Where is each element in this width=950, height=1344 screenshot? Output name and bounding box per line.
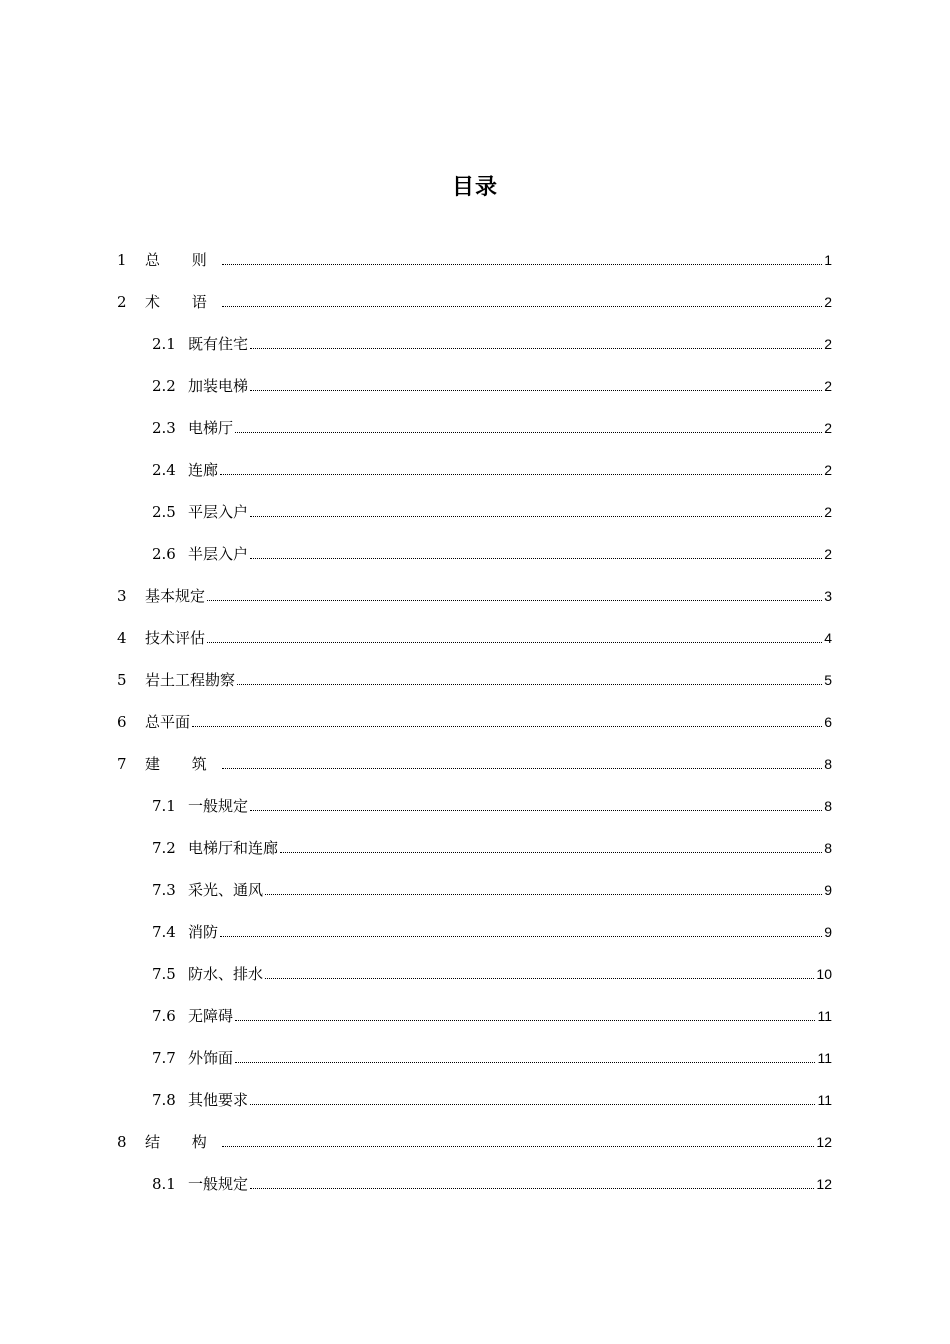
toc-entry-title: 一般规定 (188, 1175, 249, 1193)
toc-entry-title: 建 筑 (145, 755, 221, 773)
toc-entry[interactable] (0, 618, 950, 660)
toc-dot-leader (222, 263, 822, 265)
toc-dot-leader (265, 977, 814, 979)
toc-entry-line (188, 502, 832, 522)
toc-entry[interactable] (0, 324, 950, 366)
toc-page-number: 2 (824, 294, 832, 310)
toc-page-number: 8 (824, 840, 832, 856)
toc-entry-number: 7.8 (152, 1091, 176, 1109)
toc-entry-line (188, 922, 832, 942)
toc-entry-number: 7.7 (152, 1049, 176, 1067)
toc-dot-leader (250, 389, 822, 391)
toc-entry[interactable] (0, 1122, 950, 1164)
toc-entry-title: 一般规定 (188, 797, 249, 815)
toc-page-number: 12 (816, 1176, 832, 1192)
toc-entry[interactable] (0, 954, 950, 996)
toc-entry-title: 连廊 (188, 461, 219, 479)
toc-entry-line (145, 250, 832, 270)
toc-page-number: 1 (824, 252, 832, 268)
toc-entry[interactable] (0, 912, 950, 954)
toc-entry-number: 5 (117, 671, 127, 689)
toc-page-number: 5 (824, 672, 832, 688)
toc-dot-leader (250, 557, 822, 559)
toc-entry-number: 2.4 (152, 461, 176, 479)
toc-entry-title: 消防 (188, 923, 219, 941)
toc-entry-number: 2.6 (152, 545, 176, 563)
toc-entry-number: 7.3 (152, 881, 176, 899)
toc-page-number: 9 (824, 924, 832, 940)
toc-entry-line (188, 1006, 832, 1026)
toc-entry[interactable] (0, 828, 950, 870)
toc-page-number: 2 (824, 546, 832, 562)
toc-entry-line (145, 1132, 832, 1152)
toc-dot-leader (237, 683, 822, 685)
toc-entry-title: 半层入户 (188, 545, 249, 563)
toc-dot-leader (250, 1187, 814, 1189)
toc-entry-title: 外饰面 (188, 1049, 234, 1067)
toc-entry[interactable] (0, 282, 950, 324)
toc-entry-line (188, 964, 832, 984)
toc-dot-leader (235, 1061, 815, 1063)
toc-entry-title: 其他要求 (188, 1091, 249, 1109)
toc-page-number: 11 (817, 1092, 832, 1108)
toc-entry-title: 岩土工程勘察 (145, 671, 236, 689)
toc-entry-title: 基本规定 (145, 587, 206, 605)
toc-entry-title: 平层入户 (188, 503, 249, 521)
toc-entry-line (145, 712, 832, 732)
toc-page-number: 8 (824, 756, 832, 772)
toc-dot-leader (250, 1103, 815, 1105)
toc-entry-number: 6 (117, 713, 127, 731)
toc-page-number: 2 (824, 378, 832, 394)
toc-dot-leader (250, 515, 822, 517)
toc-entry-number: 7.1 (152, 797, 176, 815)
toc-page-number: 11 (817, 1050, 832, 1066)
toc-entry-title: 采光、通风 (188, 881, 264, 899)
page-title: 目录 (451, 175, 498, 200)
toc-entry-title: 结 构 (145, 1133, 221, 1151)
toc-dot-leader (220, 935, 822, 937)
toc-dot-leader (220, 473, 822, 475)
toc-entry[interactable] (0, 534, 950, 576)
toc-page-number: 11 (817, 1008, 832, 1024)
toc-entry-line (188, 796, 832, 816)
toc-entry-number: 7.2 (152, 839, 176, 857)
toc-entry-line (188, 1090, 832, 1110)
toc-entry-number: 7.5 (152, 965, 176, 983)
toc-page-number: 10 (816, 966, 832, 982)
toc-entry-title: 加装电梯 (188, 377, 249, 395)
toc-entry-title: 既有住宅 (188, 335, 249, 353)
toc-entry-line (188, 1048, 832, 1068)
toc-entry[interactable] (0, 996, 950, 1038)
toc-entry-line (145, 670, 832, 690)
toc-entry-line (188, 460, 832, 480)
toc-entry-title: 电梯厅和连廊 (188, 839, 279, 857)
toc-entry-number: 1 (117, 251, 127, 269)
toc-dot-leader (250, 809, 822, 811)
toc-entry[interactable] (0, 366, 950, 408)
toc-entry-line (188, 334, 832, 354)
toc-entry[interactable] (0, 786, 950, 828)
toc-page-number: 3 (824, 588, 832, 604)
toc-page-number: 6 (824, 714, 832, 730)
toc-dot-leader (280, 851, 822, 853)
toc-entry-number: 2.5 (152, 503, 176, 521)
toc-entry-line (145, 628, 832, 648)
toc-entry-title: 术 语 (145, 293, 221, 311)
toc-page-number: 2 (824, 420, 832, 436)
toc-dot-leader (222, 1145, 814, 1147)
toc-entry-title: 总平面 (145, 713, 191, 731)
toc-entry[interactable] (0, 492, 950, 534)
toc-entry[interactable] (0, 576, 950, 618)
toc-entry[interactable] (0, 870, 950, 912)
toc-entry-line (145, 586, 832, 606)
toc-page-number: 2 (824, 504, 832, 520)
toc-entry-line (188, 418, 832, 438)
toc-entry-number: 2.2 (152, 377, 176, 395)
toc-dot-leader (207, 599, 822, 601)
toc-entry[interactable] (0, 660, 950, 702)
toc-entry-number: 3 (117, 587, 127, 605)
toc-dot-leader (207, 641, 822, 643)
toc-page-number: 12 (816, 1134, 832, 1150)
toc-entry-number: 7.6 (152, 1007, 176, 1025)
toc-entry[interactable] (0, 702, 950, 744)
toc-entry-line (188, 838, 832, 858)
toc-entry-number: 7 (117, 755, 127, 773)
toc-entry[interactable] (0, 1080, 950, 1122)
toc-entry-line (188, 376, 832, 396)
toc-entry-title: 技术评估 (145, 629, 206, 647)
toc-entry-number: 8.1 (152, 1175, 176, 1193)
toc-entry-number: 2.3 (152, 419, 176, 437)
toc-entry-line (188, 880, 832, 900)
toc-dot-leader (192, 725, 822, 727)
toc-dot-leader (222, 305, 822, 307)
toc-entry[interactable] (0, 240, 950, 282)
toc-entry[interactable] (0, 1038, 950, 1080)
toc-page-number: 4 (824, 630, 832, 646)
toc-entry-number: 4 (117, 629, 127, 647)
toc-entry-number: 8 (117, 1133, 127, 1151)
toc-entry-line (145, 754, 832, 774)
toc-page-number: 9 (824, 882, 832, 898)
toc-entry[interactable] (0, 744, 950, 786)
toc-entry-title: 防水、排水 (188, 965, 264, 983)
toc-entry-title: 总 则 (145, 251, 221, 269)
toc-page-number: 2 (824, 462, 832, 478)
toc-page-number: 8 (824, 798, 832, 814)
toc-entry-line (145, 292, 832, 312)
toc-entry[interactable] (0, 408, 950, 450)
toc-entry-line (188, 544, 832, 564)
toc-entry[interactable] (0, 1164, 950, 1206)
toc-entry-number: 2.1 (152, 335, 176, 353)
toc-entry-title: 电梯厅 (188, 419, 234, 437)
toc-entry[interactable] (0, 450, 950, 492)
toc-dot-leader (265, 893, 822, 895)
toc-dot-leader (222, 767, 822, 769)
toc-entry-title: 无障碍 (188, 1007, 234, 1025)
toc-dot-leader (250, 347, 822, 349)
toc-dot-leader (235, 431, 822, 433)
toc-entry-number: 2 (117, 293, 127, 311)
toc-entry-line (188, 1174, 832, 1194)
toc-page-number: 2 (824, 336, 832, 352)
toc-dot-leader (235, 1019, 815, 1021)
toc-entry-number: 7.4 (152, 923, 176, 941)
